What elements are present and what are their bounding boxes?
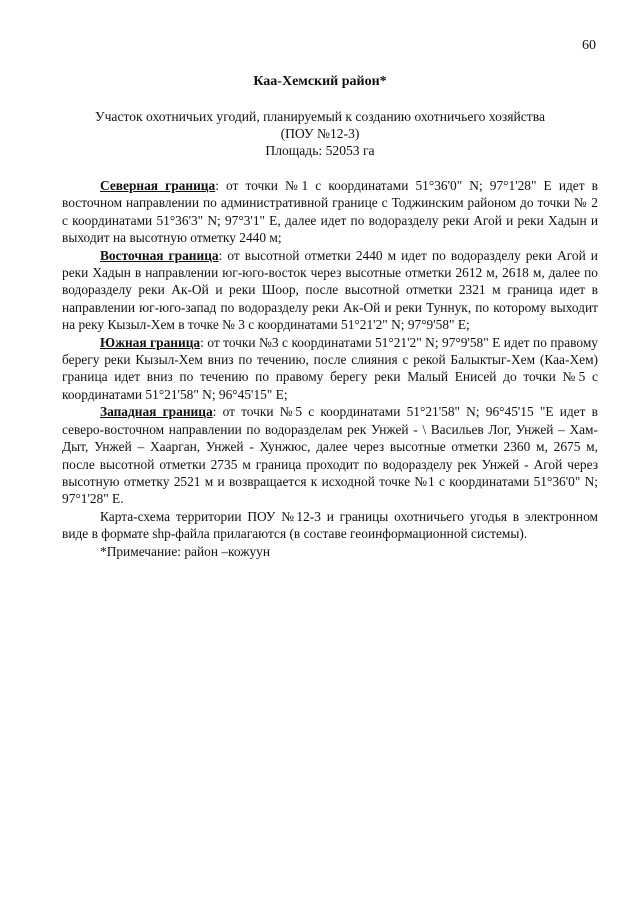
subtitle-line-1: Участок охотничьих угодий, планируемый к созданию охотничьего хозяйства: [94, 109, 546, 124]
north-boundary-text: : от точки №1 с координатами 51°36'0" N; 97°1'28" E идет в восточном направлении по административной границе с Тоджинским районом до точки № 2 с координатами 51°36'3" N; 97°3'1" E, далее идет по водоразделу реки Агой и реки Хадын и выходит на высотную отметку 2440 м;: [62, 178, 598, 246]
document-title: Каа-Хемский район*: [253, 74, 387, 89]
page-number: 60: [582, 38, 596, 53]
east-boundary-text: : от высотной отметки 2440 м идет по водоразделу реки Агой и реки Хадын в направлении юг-юго-восток через высотные отметки 2612 м, 2618 м, далее по водоразделу реки Ак-Ой и реки Шоор, после высотной отметки 2321 м граница идет в направлении юг-юго-запад по водоразделу реки Ак-Ой и реки Туннук, по которому выходит на реку Кызыл-Хем в точке № 3 с координатами 51°21'2" N; 97°9'58" E;: [62, 247, 598, 333]
document-body: [62, 177, 598, 560]
east-boundary-heading: Восточная граница: [100, 247, 219, 263]
west-boundary-paragraph: [62, 403, 598, 507]
document-subtitle: [70, 108, 570, 159]
north-boundary-heading: Северная граница: [100, 178, 216, 193]
south-boundary-heading: Южная граница: [100, 334, 201, 350]
north-boundary-paragraph: [62, 177, 598, 247]
east-boundary-paragraph: [62, 247, 598, 334]
south-boundary-paragraph: [62, 334, 598, 404]
south-boundary-text: : от точки №3 с координатами 51°21'2" N; 97°9'58" E идет по правому берегу реки Кызыл-Хем вниз по течению, после слияния с рекой Балыктыг-Хем (Каа-Хем) граница идет вниз по течению по правому берегу реки Малый Енисей до точки №5 с координатами 51°21'58" N; 96°45'15" E;: [62, 334, 598, 402]
west-boundary-heading: Западная граница: [100, 404, 213, 420]
map-note-paragraph: Карта-схема территории ПОУ №12-3 и границы охотничьего угодья в электронном виде в формате shp-файла прилагаются (в составе геоинформационной системы).: [62, 508, 598, 542]
subtitle-line-3: Площадь: 52053 га: [265, 143, 375, 158]
subtitle-line-2: (ПОУ №12-3): [280, 126, 360, 141]
west-boundary-text: : от точки №5 с координатами 51°21'58" N; 96°45'15 "E идет в северо-восточном направлении по водоразделам рек Унжей - \ Васильев Лог, Унжей – Хам-Дыт, Унжей – Хаарган, Унжей - Хунжюс, далее через высотные отметки 2360 м, 2675 м, после высотной отметки 2735 м граница проходит по водоразделу рек Унжей - Агой через высотную отметку 2521 м и возвращается к исходной точке №1 с координатами 51°36'0" N; 97°1'28" E.: [62, 404, 598, 507]
footnote: *Примечание: район –кожуун: [100, 543, 271, 559]
